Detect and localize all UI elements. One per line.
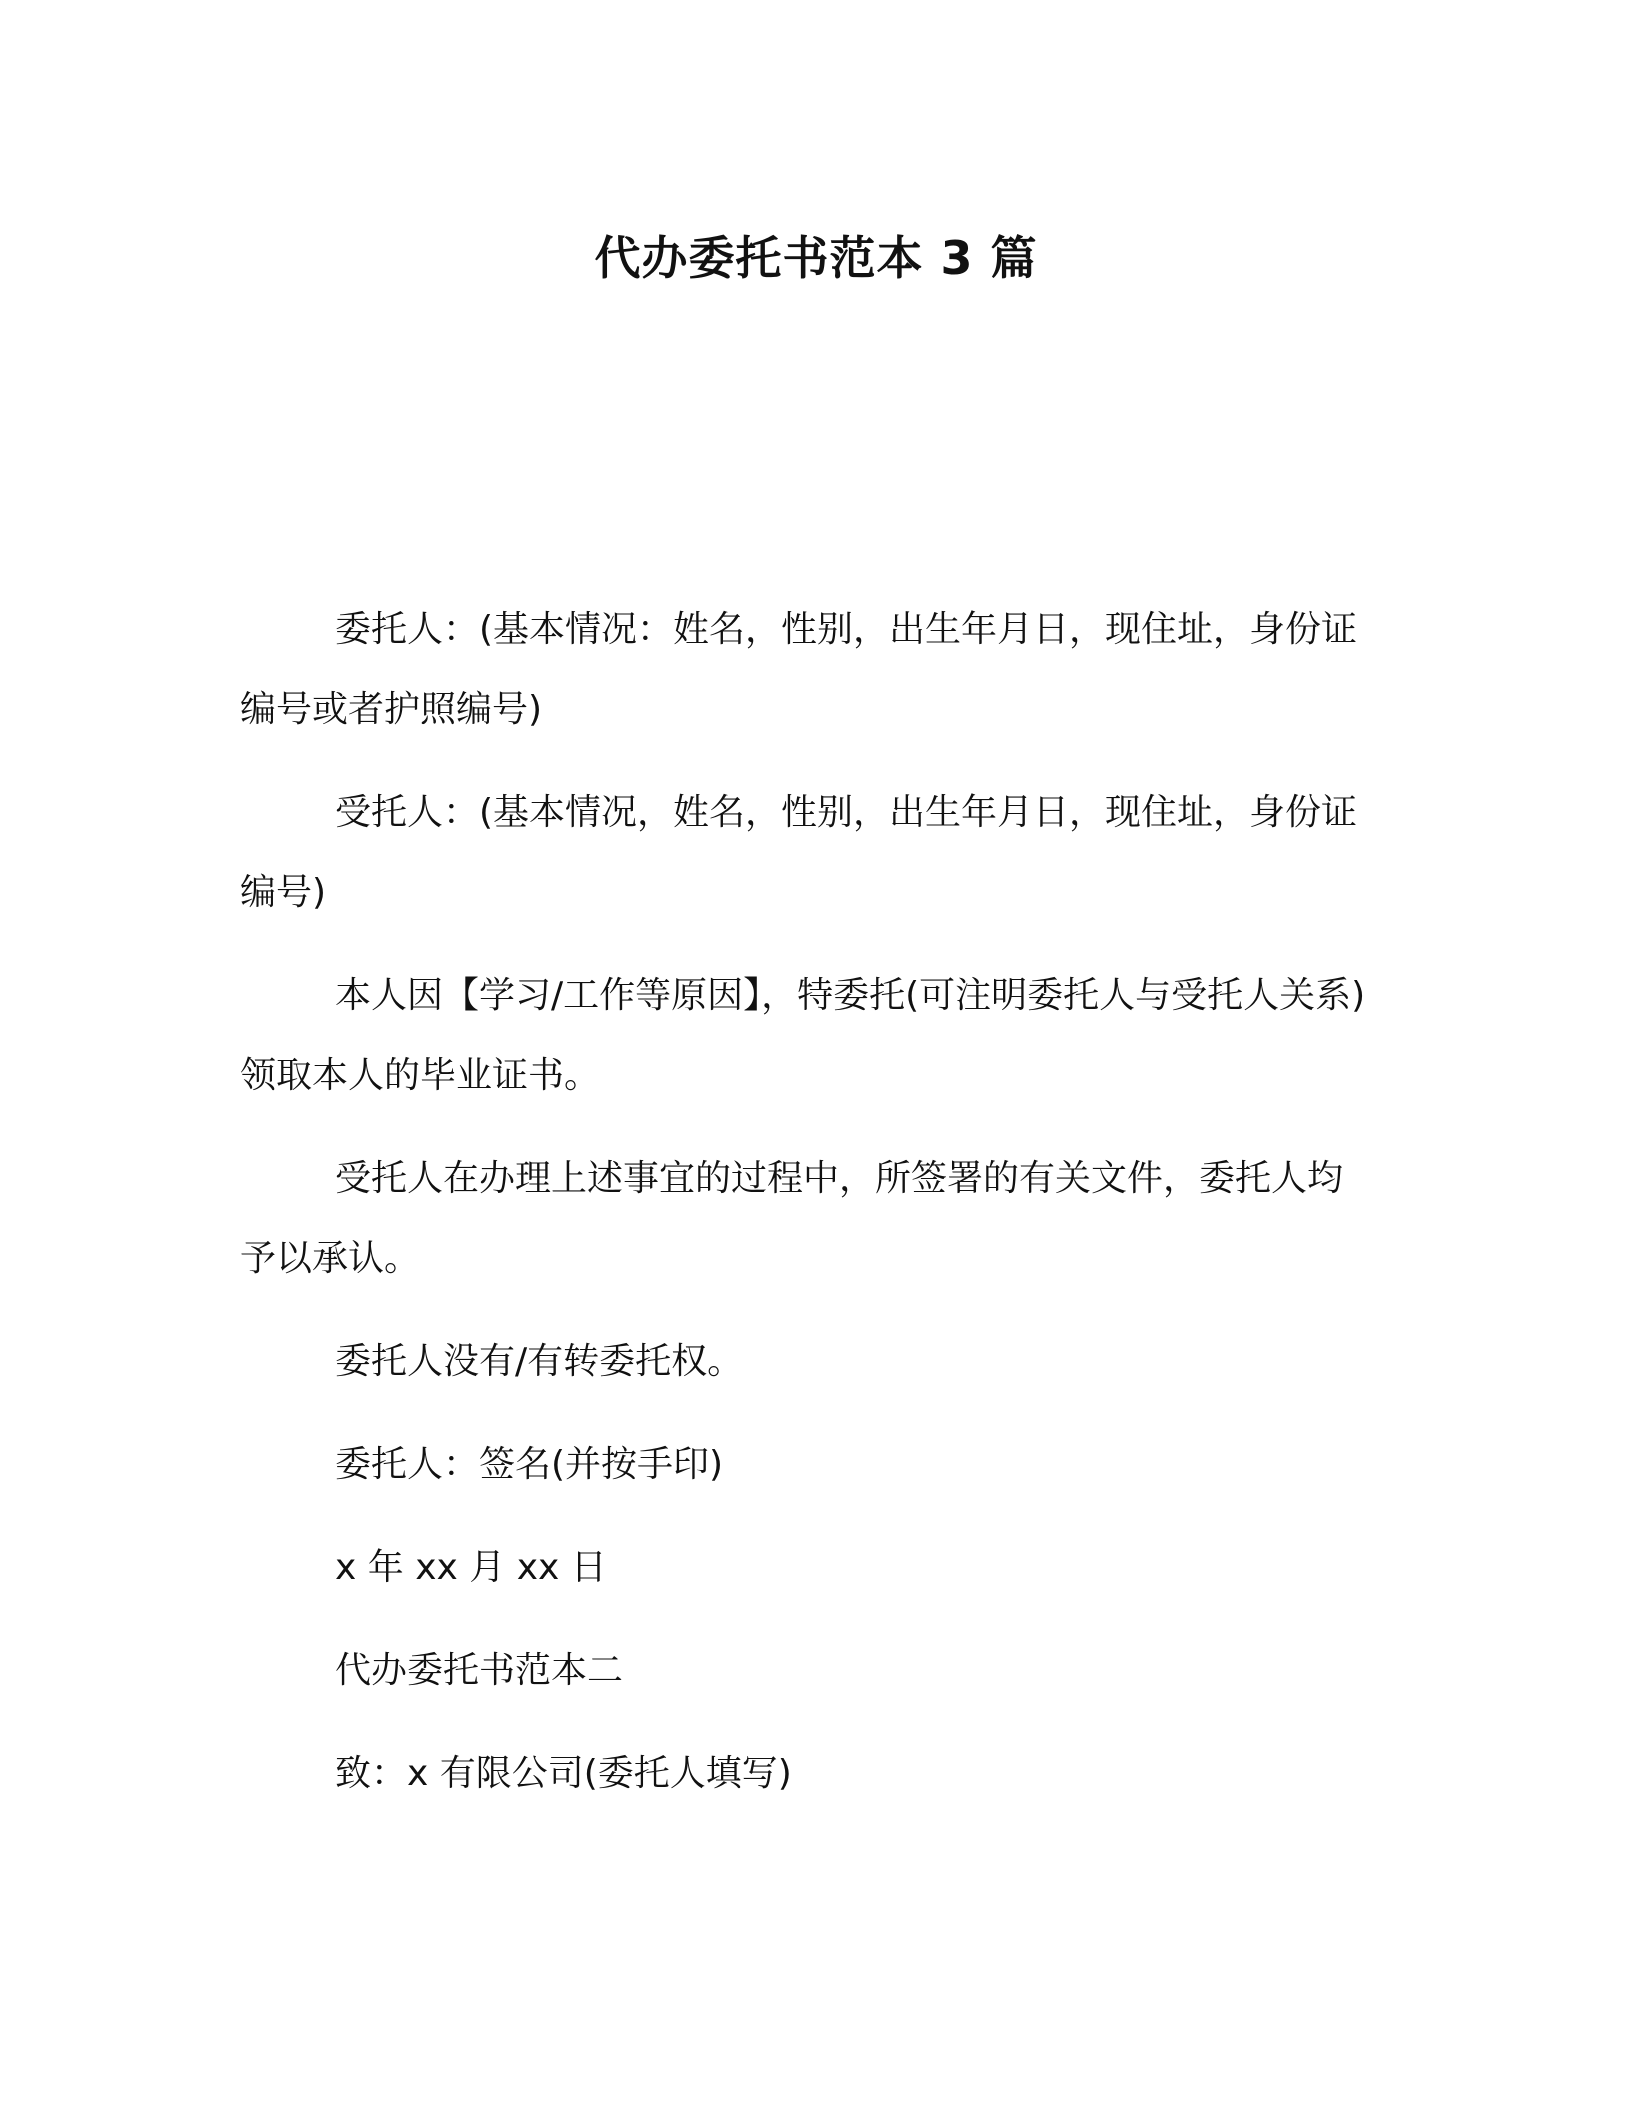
line-sub-delegation: 委托人没有/有转委托权。 — [335, 1341, 744, 1382]
document-title: 代办委托书范本 3 篇 — [594, 231, 1038, 285]
paragraph-reason: 本人因【学习/工作等原因】，特委托(可注明委托人与受托人关系)领取本人的毕业证书。 — [240, 975, 1366, 1096]
document-body — [240, 590, 1370, 1837]
line-template-two-heading: 代办委托书范本二 — [335, 1650, 624, 1691]
paragraph-acknowledgement: 受托人在办理上述事宜的过程中，所签署的有关文件，委托人均予以承认。 — [240, 1158, 1344, 1279]
line-addressee: 致：x 有限公司(委托人填写) — [335, 1753, 792, 1794]
paragraph-agent: 受托人：(基本情况，姓名，性别，出生年月日，现住址，身份证编号) — [240, 792, 1358, 913]
paragraph-principal: 委托人：(基本情况：姓名，性别，出生年月日，现住址，身份证编号或者护照编号) — [240, 609, 1358, 730]
line-date: x 年 xx 月 xx 日 — [335, 1547, 607, 1588]
line-signature: 委托人：签名(并按手印) — [335, 1444, 724, 1485]
